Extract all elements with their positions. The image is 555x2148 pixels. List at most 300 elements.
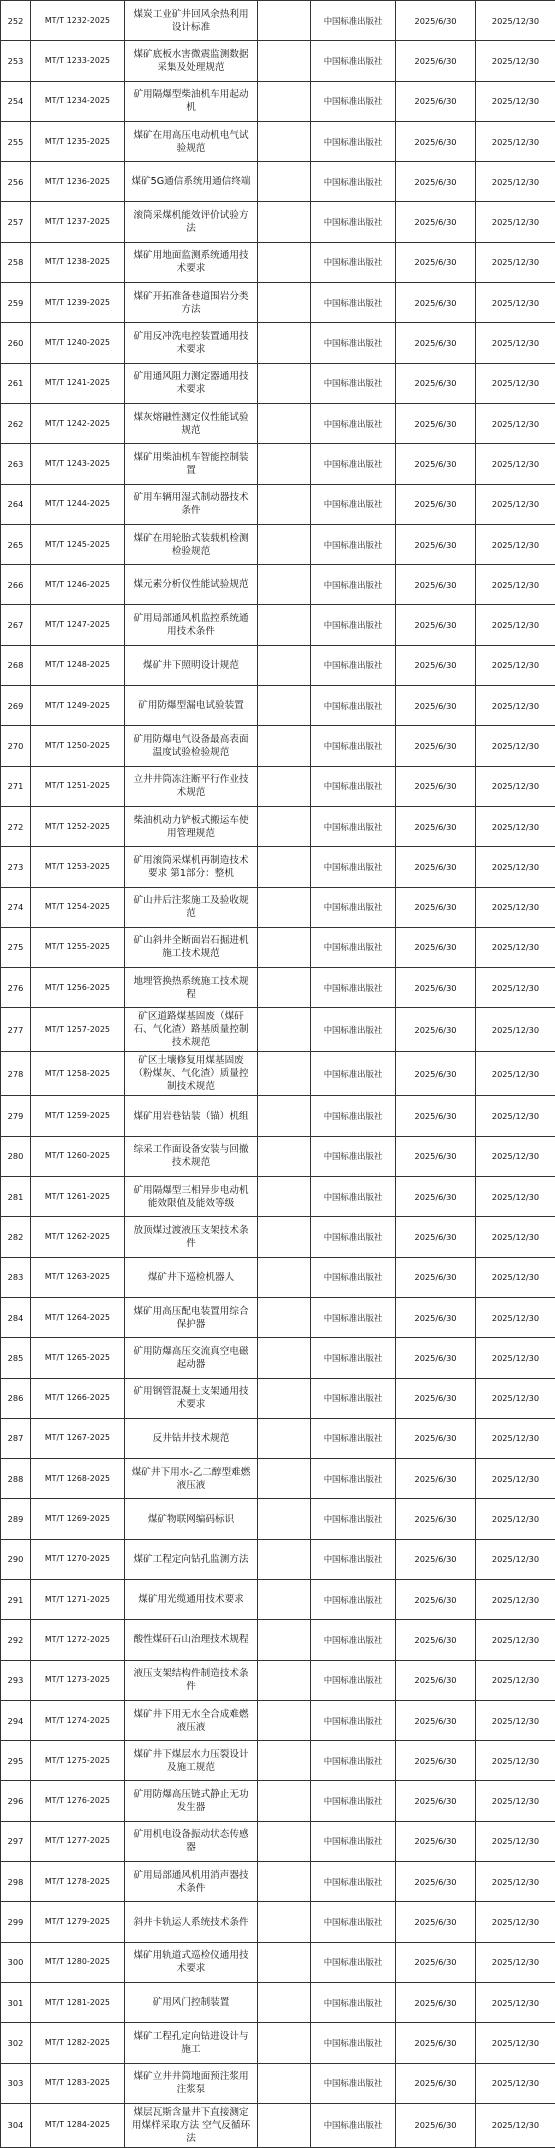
standard-code: MT/T 1275-2025	[31, 1741, 125, 1781]
standard-name: 矿用防爆电气设备最高表面温度试验检验规范	[125, 726, 258, 766]
table-row	[1, 1459, 555, 1499]
standard-name: 立井井筒冻注断平行作业技术规范	[125, 766, 258, 806]
replaced-standard	[258, 645, 311, 685]
publish-date: 2025/6/30	[396, 1942, 476, 1982]
publisher: 中国标准出版社	[311, 1781, 396, 1821]
standard-code: MT/T 1276-2025	[31, 1781, 125, 1821]
replaced-standard	[258, 1, 311, 41]
publisher: 中国标准出版社	[311, 524, 396, 564]
publisher: 中国标准出版社	[311, 2063, 396, 2103]
row-number: 290	[1, 1539, 31, 1579]
publisher: 中国标准出版社	[311, 1821, 396, 1861]
standard-name: 煤矿井下用水-乙二醇型难燃液压液	[125, 1459, 258, 1499]
table-row	[1, 1982, 555, 2022]
publisher: 中国标准出版社	[311, 41, 396, 81]
publisher: 中国标准出版社	[311, 1942, 396, 1982]
row-number: 276	[1, 968, 31, 1008]
implementation-date: 2025/12/30	[476, 1741, 555, 1781]
replaced-standard	[258, 1136, 311, 1176]
standard-code: MT/T 1253-2025	[31, 847, 125, 887]
standard-code: MT/T 1250-2025	[31, 726, 125, 766]
publish-date: 2025/6/30	[396, 81, 476, 121]
publish-date: 2025/6/30	[396, 41, 476, 81]
standard-name: 煤元素分析仪性能试验规范	[125, 565, 258, 605]
standard-code: MT/T 1256-2025	[31, 968, 125, 1008]
standard-name: 滚筒采煤机能效评价试验方法	[125, 202, 258, 242]
table-row	[1, 1781, 555, 1821]
implementation-date: 2025/12/30	[476, 1, 555, 41]
implementation-date: 2025/12/30	[476, 283, 555, 323]
replaced-standard	[258, 1177, 311, 1217]
table-row	[1, 766, 555, 806]
implementation-date: 2025/12/30	[476, 444, 555, 484]
replaced-standard	[258, 1902, 311, 1942]
row-number: 255	[1, 121, 31, 161]
standard-name: 矿用通风阻力测定器通用技术要求	[125, 363, 258, 403]
standard-code: MT/T 1273-2025	[31, 1660, 125, 1700]
publisher: 中国标准出版社	[311, 1499, 396, 1539]
publisher: 中国标准出版社	[311, 1579, 396, 1619]
publisher: 中国标准出版社	[311, 162, 396, 202]
table-row	[1, 1821, 555, 1861]
publish-date: 2025/6/30	[396, 202, 476, 242]
replaced-standard	[258, 2023, 311, 2063]
standard-code: MT/T 1274-2025	[31, 1700, 125, 1740]
publisher: 中国标准出版社	[311, 363, 396, 403]
publisher: 中国标准出版社	[311, 1338, 396, 1378]
implementation-date: 2025/12/30	[476, 1418, 555, 1458]
table-row	[1, 2103, 555, 2147]
replaced-standard	[258, 1217, 311, 1257]
implementation-date: 2025/12/30	[476, 1459, 555, 1499]
row-number: 293	[1, 1660, 31, 1700]
row-number: 292	[1, 1620, 31, 1660]
replaced-standard	[258, 1499, 311, 1539]
row-number: 287	[1, 1418, 31, 1458]
publisher: 中国标准出版社	[311, 81, 396, 121]
publisher: 中国标准出版社	[311, 1096, 396, 1136]
standard-name: 煤矿物联网编码标识	[125, 1499, 258, 1539]
row-number: 286	[1, 1378, 31, 1418]
replaced-standard	[258, 1579, 311, 1619]
implementation-date: 2025/12/30	[476, 1257, 555, 1297]
publish-date: 2025/6/30	[396, 484, 476, 524]
replaced-standard	[258, 887, 311, 927]
row-number: 289	[1, 1499, 31, 1539]
row-number: 264	[1, 484, 31, 524]
standard-name: 煤矿用轨道式巡检仪通用技术要求	[125, 1942, 258, 1982]
publisher: 中国标准出版社	[311, 686, 396, 726]
row-number: 302	[1, 2023, 31, 2063]
row-number: 278	[1, 1052, 31, 1096]
replaced-standard	[258, 968, 311, 1008]
publish-date: 2025/6/30	[396, 403, 476, 443]
publisher: 中国标准出版社	[311, 645, 396, 685]
replaced-standard	[258, 484, 311, 524]
publish-date: 2025/6/30	[396, 1459, 476, 1499]
table-row	[1, 1499, 555, 1539]
publisher: 中国标准出版社	[311, 806, 396, 846]
implementation-date: 2025/12/30	[476, 81, 555, 121]
standard-code: MT/T 1246-2025	[31, 565, 125, 605]
standard-name: 矿用防爆高压交流真空电磁起动器	[125, 1338, 258, 1378]
table-row	[1, 2063, 555, 2103]
standard-name: 煤矿井下巡检机器人	[125, 1257, 258, 1297]
publish-date: 2025/6/30	[396, 1177, 476, 1217]
publish-date: 2025/6/30	[396, 645, 476, 685]
publisher: 中国标准出版社	[311, 283, 396, 323]
replaced-standard	[258, 1378, 311, 1418]
replaced-standard	[258, 1297, 311, 1337]
publish-date: 2025/6/30	[396, 1418, 476, 1458]
implementation-date: 2025/12/30	[476, 1052, 555, 1096]
publish-date: 2025/6/30	[396, 1982, 476, 2022]
publish-date: 2025/6/30	[396, 766, 476, 806]
standard-code: MT/T 1268-2025	[31, 1459, 125, 1499]
publish-date: 2025/6/30	[396, 1297, 476, 1337]
implementation-date: 2025/12/30	[476, 2063, 555, 2103]
implementation-date: 2025/12/30	[476, 2103, 555, 2147]
row-number: 265	[1, 524, 31, 564]
implementation-date: 2025/12/30	[476, 1620, 555, 1660]
publish-date: 2025/6/30	[396, 1052, 476, 1096]
standard-code: MT/T 1249-2025	[31, 686, 125, 726]
replaced-standard	[258, 1741, 311, 1781]
standard-code: MT/T 1284-2025	[31, 2103, 125, 2147]
row-number: 272	[1, 806, 31, 846]
publish-date: 2025/6/30	[396, 1660, 476, 1700]
replaced-standard	[258, 202, 311, 242]
table-row	[1, 1096, 555, 1136]
replaced-standard	[258, 2063, 311, 2103]
standard-name: 煤矿5G通信系统用通信终端	[125, 162, 258, 202]
table-row	[1, 1257, 555, 1297]
replaced-standard	[258, 1418, 311, 1458]
implementation-date: 2025/12/30	[476, 1821, 555, 1861]
publisher: 中国标准出版社	[311, 1, 396, 41]
standard-name: 斜井卡轨运人系统技术条件	[125, 1902, 258, 1942]
replaced-standard	[258, 444, 311, 484]
implementation-date: 2025/12/30	[476, 403, 555, 443]
implementation-date: 2025/12/30	[476, 927, 555, 967]
table-row	[1, 444, 555, 484]
standard-name: 矿用反冲洗电控装置通用技术要求	[125, 323, 258, 363]
publisher: 中国标准出版社	[311, 1539, 396, 1579]
publisher: 中国标准出版社	[311, 1741, 396, 1781]
implementation-date: 2025/12/30	[476, 1660, 555, 1700]
row-number: 271	[1, 766, 31, 806]
standard-name: 煤矿用高压配电装置用综合保护器	[125, 1297, 258, 1337]
table-row	[1, 1136, 555, 1176]
publish-date: 2025/6/30	[396, 1741, 476, 1781]
implementation-date: 2025/12/30	[476, 1499, 555, 1539]
table-row	[1, 1862, 555, 1902]
implementation-date: 2025/12/30	[476, 887, 555, 927]
row-number: 269	[1, 686, 31, 726]
publish-date: 2025/6/30	[396, 887, 476, 927]
implementation-date: 2025/12/30	[476, 1217, 555, 1257]
row-number: 288	[1, 1459, 31, 1499]
table-row	[1, 283, 555, 323]
implementation-date: 2025/12/30	[476, 1700, 555, 1740]
publish-date: 2025/6/30	[396, 968, 476, 1008]
standard-code: MT/T 1237-2025	[31, 202, 125, 242]
standard-code: MT/T 1258-2025	[31, 1052, 125, 1096]
publisher: 中国标准出版社	[311, 726, 396, 766]
standard-name: 煤矿井下照明设计规范	[125, 645, 258, 685]
standard-code: MT/T 1277-2025	[31, 1821, 125, 1861]
table-row	[1, 806, 555, 846]
standard-name: 矿山井后注浆施工及验收规范	[125, 887, 258, 927]
publish-date: 2025/6/30	[396, 1008, 476, 1052]
publish-date: 2025/6/30	[396, 1, 476, 41]
row-number: 263	[1, 444, 31, 484]
implementation-date: 2025/12/30	[476, 121, 555, 161]
standard-name: 综采工作面设备安装与回撤技术规范	[125, 1136, 258, 1176]
publisher: 中国标准出版社	[311, 1257, 396, 1297]
standard-name: 煤矿在用高压电动机电气试验规范	[125, 121, 258, 161]
publish-date: 2025/6/30	[396, 1217, 476, 1257]
standard-name: 煤矿用岩巷钻装（锚）机组	[125, 1096, 258, 1136]
table-row	[1, 1177, 555, 1217]
standard-code: MT/T 1270-2025	[31, 1539, 125, 1579]
standard-name: 矿用隔爆型三相异步电动机能效限值及能效等级	[125, 1177, 258, 1217]
table-row	[1, 524, 555, 564]
standard-code: MT/T 1283-2025	[31, 2063, 125, 2103]
publish-date: 2025/6/30	[396, 242, 476, 282]
publish-date: 2025/6/30	[396, 847, 476, 887]
replaced-standard	[258, 1257, 311, 1297]
row-number: 300	[1, 1942, 31, 1982]
row-number: 298	[1, 1862, 31, 1902]
implementation-date: 2025/12/30	[476, 766, 555, 806]
publish-date: 2025/6/30	[396, 524, 476, 564]
standard-code: MT/T 1251-2025	[31, 766, 125, 806]
row-number: 258	[1, 242, 31, 282]
implementation-date: 2025/12/30	[476, 1378, 555, 1418]
standard-name: 煤矿用地面监测系统通用技术要求	[125, 242, 258, 282]
row-number: 281	[1, 1177, 31, 1217]
standard-code: MT/T 1239-2025	[31, 283, 125, 323]
publisher: 中国标准出版社	[311, 605, 396, 645]
standard-name: 煤矿工程定向钻孔监测方法	[125, 1539, 258, 1579]
row-number: 270	[1, 726, 31, 766]
publish-date: 2025/6/30	[396, 1378, 476, 1418]
publish-date: 2025/6/30	[396, 1257, 476, 1297]
replaced-standard	[258, 927, 311, 967]
publisher: 中国标准出版社	[311, 766, 396, 806]
standard-name: 煤灰熔融性测定仪性能试验规范	[125, 403, 258, 443]
publisher: 中国标准出版社	[311, 1660, 396, 1700]
replaced-standard	[258, 1942, 311, 1982]
row-number: 261	[1, 363, 31, 403]
replaced-standard	[258, 81, 311, 121]
standard-code: MT/T 1280-2025	[31, 1942, 125, 1982]
publish-date: 2025/6/30	[396, 927, 476, 967]
standard-code: MT/T 1248-2025	[31, 645, 125, 685]
table-row	[1, 1942, 555, 1982]
standard-name: 矿用滚筒采煤机再制造技术要求 第1部分：整机	[125, 847, 258, 887]
replaced-standard	[258, 162, 311, 202]
implementation-date: 2025/12/30	[476, 2023, 555, 2063]
implementation-date: 2025/12/30	[476, 1096, 555, 1136]
table-row	[1, 1741, 555, 1781]
publish-date: 2025/6/30	[396, 2063, 476, 2103]
table-row	[1, 242, 555, 282]
table-row	[1, 1, 555, 41]
publisher: 中国标准出版社	[311, 1177, 396, 1217]
standard-code: MT/T 1235-2025	[31, 121, 125, 161]
replaced-standard	[258, 1620, 311, 1660]
standard-name: 煤矿开拓准备巷道围岩分类方法	[125, 283, 258, 323]
standard-name: 矿用钢管混凝土支架通用技术要求	[125, 1378, 258, 1418]
row-number: 252	[1, 1, 31, 41]
table-row	[1, 1378, 555, 1418]
replaced-standard	[258, 242, 311, 282]
publish-date: 2025/6/30	[396, 1136, 476, 1176]
standard-name: 矿用局部通风机用消声器技术条件	[125, 1862, 258, 1902]
replaced-standard	[258, 1700, 311, 1740]
replaced-standard	[258, 363, 311, 403]
implementation-date: 2025/12/30	[476, 524, 555, 564]
standard-name: 矿山斜井全断面岩石掘进机施工技术规范	[125, 927, 258, 967]
standard-name: 煤矿用柴油机车智能控制装置	[125, 444, 258, 484]
publisher: 中国标准出版社	[311, 1008, 396, 1052]
replaced-standard	[258, 726, 311, 766]
implementation-date: 2025/12/30	[476, 1862, 555, 1902]
replaced-standard	[258, 403, 311, 443]
row-number: 268	[1, 645, 31, 685]
replaced-standard	[258, 686, 311, 726]
row-number: 256	[1, 162, 31, 202]
standard-name: 柴油机动力铲板式搬运车使用管理规范	[125, 806, 258, 846]
publish-date: 2025/6/30	[396, 686, 476, 726]
publish-date: 2025/6/30	[396, 1579, 476, 1619]
publisher: 中国标准出版社	[311, 1862, 396, 1902]
implementation-date: 2025/12/30	[476, 1781, 555, 1821]
standard-code: MT/T 1265-2025	[31, 1338, 125, 1378]
table-row	[1, 887, 555, 927]
table-row	[1, 605, 555, 645]
standard-code: MT/T 1271-2025	[31, 1579, 125, 1619]
publisher: 中国标准出版社	[311, 1378, 396, 1418]
standard-code: MT/T 1259-2025	[31, 1096, 125, 1136]
publisher: 中国标准出版社	[311, 2023, 396, 2063]
standard-name: 酸性煤矸石山治理技术规程	[125, 1620, 258, 1660]
standard-name: 煤矿立井井筒地面预注浆用注浆泵	[125, 2063, 258, 2103]
implementation-date: 2025/12/30	[476, 726, 555, 766]
publish-date: 2025/6/30	[396, 605, 476, 645]
table-row	[1, 403, 555, 443]
standard-code: MT/T 1244-2025	[31, 484, 125, 524]
standard-code: MT/T 1242-2025	[31, 403, 125, 443]
replaced-standard	[258, 1781, 311, 1821]
standard-name: 放顶煤过渡液压支架技术条件	[125, 1217, 258, 1257]
standard-code: MT/T 1263-2025	[31, 1257, 125, 1297]
standard-code: MT/T 1272-2025	[31, 1620, 125, 1660]
table-row	[1, 1217, 555, 1257]
publish-date: 2025/6/30	[396, 363, 476, 403]
standard-name: 矿区土壤修复用煤基固废（粉煤灰、气化渣）质量控制技术规范	[125, 1052, 258, 1096]
row-number: 297	[1, 1821, 31, 1861]
row-number: 282	[1, 1217, 31, 1257]
replaced-standard	[258, 1008, 311, 1052]
table-row	[1, 847, 555, 887]
replaced-standard	[258, 806, 311, 846]
publisher: 中国标准出版社	[311, 1982, 396, 2022]
replaced-standard	[258, 323, 311, 363]
table-row	[1, 484, 555, 524]
row-number: 259	[1, 283, 31, 323]
publisher: 中国标准出版社	[311, 1052, 396, 1096]
replaced-standard	[258, 524, 311, 564]
row-number: 262	[1, 403, 31, 443]
implementation-date: 2025/12/30	[476, 968, 555, 1008]
publish-date: 2025/6/30	[396, 2103, 476, 2147]
table-row	[1, 81, 555, 121]
implementation-date: 2025/12/30	[476, 242, 555, 282]
row-number: 253	[1, 41, 31, 81]
publisher: 中国标准出版社	[311, 2103, 396, 2147]
standard-code: MT/T 1254-2025	[31, 887, 125, 927]
table-row	[1, 726, 555, 766]
publisher: 中国标准出版社	[311, 403, 396, 443]
standard-code: MT/T 1240-2025	[31, 323, 125, 363]
publisher: 中国标准出版社	[311, 847, 396, 887]
standard-name: 反井钻井技术规范	[125, 1418, 258, 1458]
standard-code: MT/T 1267-2025	[31, 1418, 125, 1458]
implementation-date: 2025/12/30	[476, 1008, 555, 1052]
implementation-date: 2025/12/30	[476, 162, 555, 202]
standard-name: 矿区道路煤基固废（煤矸石、气化渣）路基质量控制技术规范	[125, 1008, 258, 1052]
replaced-standard	[258, 1052, 311, 1096]
row-number: 304	[1, 2103, 31, 2147]
row-number: 285	[1, 1338, 31, 1378]
standard-code: MT/T 1234-2025	[31, 81, 125, 121]
standard-code: MT/T 1278-2025	[31, 1862, 125, 1902]
publish-date: 2025/6/30	[396, 283, 476, 323]
replaced-standard	[258, 565, 311, 605]
standard-name: 煤炭工业矿井回风余热利用设计标准	[125, 1, 258, 41]
standard-name: 矿用车辆用湿式制动器技术条件	[125, 484, 258, 524]
standard-name: 煤矿在用轮胎式装载机检测检验规范	[125, 524, 258, 564]
publisher: 中国标准出版社	[311, 121, 396, 161]
replaced-standard	[258, 283, 311, 323]
standard-name: 煤层瓦斯含量井下直接测定用煤样采取方法 空气反循环法	[125, 2103, 258, 2147]
table-row	[1, 1418, 555, 1458]
publish-date: 2025/6/30	[396, 121, 476, 161]
standard-name: 煤矿井下用无水全合成难燃液压液	[125, 1700, 258, 1740]
row-number: 280	[1, 1136, 31, 1176]
table-row	[1, 1579, 555, 1619]
implementation-date: 2025/12/30	[476, 1136, 555, 1176]
standard-name: 液压支架结构件制造技术条件	[125, 1660, 258, 1700]
standard-code: MT/T 1238-2025	[31, 242, 125, 282]
implementation-date: 2025/12/30	[476, 806, 555, 846]
publish-date: 2025/6/30	[396, 2023, 476, 2063]
standard-code: MT/T 1232-2025	[31, 1, 125, 41]
standard-code: MT/T 1279-2025	[31, 1902, 125, 1942]
replaced-standard	[258, 1660, 311, 1700]
table-row	[1, 1539, 555, 1579]
publish-date: 2025/6/30	[396, 1539, 476, 1579]
row-number: 301	[1, 1982, 31, 2022]
implementation-date: 2025/12/30	[476, 1297, 555, 1337]
table-row	[1, 121, 555, 161]
replaced-standard	[258, 605, 311, 645]
row-number: 274	[1, 887, 31, 927]
standard-code: MT/T 1236-2025	[31, 162, 125, 202]
